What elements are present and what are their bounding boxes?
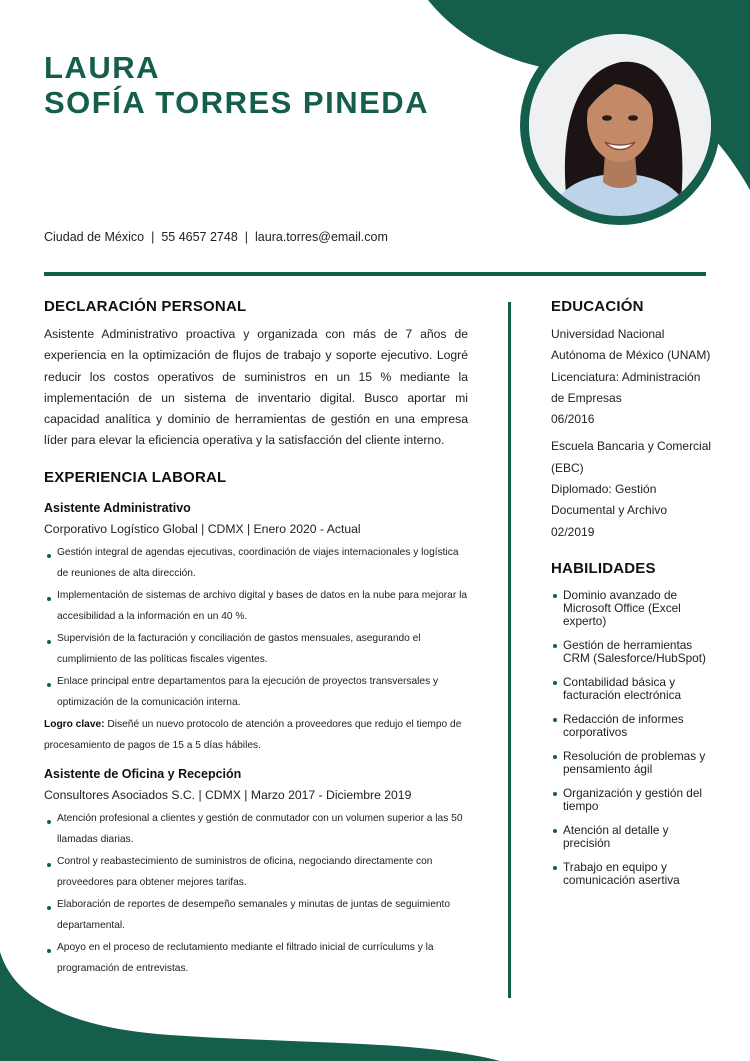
education-date: 06/2016 bbox=[551, 412, 595, 427]
skill-item: Redacción de informes corporativos bbox=[551, 713, 716, 739]
skill-item: Trabajo en equipo y comunicación asertiva bbox=[551, 861, 716, 887]
key-achievement bbox=[44, 714, 468, 757]
contact-email[interactable]: laura.torres@email.com bbox=[255, 230, 388, 244]
education-entry bbox=[551, 324, 716, 430]
education-entry bbox=[551, 436, 716, 542]
header-divider bbox=[44, 272, 706, 276]
education-degree: Diplomado: Gestión Documental y Archivo bbox=[551, 482, 668, 518]
skill-item: Gestión de herramientas CRM (Salesforce/HubSpot) bbox=[551, 639, 716, 665]
skill-item: Resolución de problemas y pensamiento ágil bbox=[551, 750, 716, 776]
summary-heading: DECLARACIÓN PERSONAL bbox=[44, 298, 247, 315]
skills-list bbox=[551, 589, 716, 887]
job-bullet: Atención profesional a clientes y gestión de conmutador con un volumen superior a las 50 llamadas diarias. bbox=[44, 808, 468, 851]
job-bullet: Apoyo en el proceso de reclutamiento mediante el filtrado inicial de currículums y la programación de entrevistas. bbox=[44, 937, 468, 980]
contact-separator: | bbox=[151, 230, 155, 244]
job-bullet: Control y reabastecimiento de suministros de oficina, negociando directamente con proveedores para obtener mejores tarifas. bbox=[44, 851, 468, 894]
contact-city: Ciudad de México bbox=[44, 230, 145, 244]
education-degree: Licenciatura: Administración de Empresas bbox=[551, 369, 701, 405]
skill-item: Dominio avanzado de Microsoft Office (Excel experto) bbox=[551, 589, 716, 628]
experience-heading: EXPERIENCIA LABORAL bbox=[44, 468, 227, 486]
profile-photo bbox=[520, 25, 720, 225]
skill-item: Atención al detalle y precisión bbox=[551, 824, 716, 850]
side-column bbox=[551, 298, 716, 898]
contact-separator: | bbox=[244, 230, 249, 244]
skills-heading: HABILIDADES bbox=[551, 559, 656, 577]
job-bullets bbox=[44, 542, 468, 714]
column-divider bbox=[508, 302, 511, 998]
achievement-text: Diseñé un nuevo protocolo de atención a proveedores que redujo el tiempo de procesamiento de pagos de 15 a 5 días hábiles. bbox=[44, 718, 462, 752]
job-entry bbox=[44, 766, 468, 980]
portrait-illustration bbox=[529, 34, 711, 216]
job-bullet: Elaboración de reportes de desempeño semanales y minutas de juntas de seguimiento departamental. bbox=[44, 894, 468, 937]
achievement-label: Logro clave: bbox=[44, 718, 105, 730]
job-bullet: Gestión integral de agendas ejecutivas, coordinación de viajes internacionales y logística de reuniones de alta dirección. bbox=[44, 542, 468, 585]
job-bullets bbox=[44, 808, 468, 980]
candidate-name bbox=[44, 50, 429, 120]
job-bullet: Enlace principal entre departamentos para la ejecución de proyectos transversales y optimización de la comunicación interna. bbox=[44, 671, 468, 714]
skill-item: Organización y gestión del tiempo bbox=[551, 787, 716, 813]
education-institution: Escuela Bancaria y Comercial (EBC) bbox=[551, 439, 712, 475]
education-institution: Universidad Nacional Autónoma de México (UNAM) bbox=[551, 327, 711, 363]
summary-text: Asistente Administrativo proactiva y organizada con más de 7 años de experiencia en la optimización de flujos de trabajo y soporte ejecutivo. Logré reducir los costos operativos de suministros en un 15 % mediante la implementación de un sistema de inventario digital. Busco aportar mi capacidad analítica y dominio de herramientas de gestión en una empresa líder para elevar la eficiencia operativa y la satisfacción del cliente interno. bbox=[44, 327, 468, 448]
contact-phone: 55 4657 2748 bbox=[161, 230, 238, 244]
job-title: Asistente Administrativo bbox=[44, 500, 191, 515]
job-meta: Corporativo Logístico Global | CDMX | Enero 2020 - Actual bbox=[44, 521, 361, 536]
last-name: SOFÍA TORRES PINEDA bbox=[44, 85, 430, 120]
education-date: 02/2019 bbox=[551, 524, 595, 539]
job-bullet: Supervisión de la facturación y conciliación de gastos mensuales, asegurando el cumplimiento de las políticas fiscales vigentes. bbox=[44, 628, 468, 671]
job-meta: Consultores Asociados S.C. | CDMX | Marzo 2017 - Diciembre 2019 bbox=[44, 787, 412, 802]
job-bullet: Implementación de sistemas de archivo digital y bases de datos en la nube para mejorar la accesibilidad a la información en un 40 %. bbox=[44, 585, 468, 628]
job-entry bbox=[44, 500, 468, 757]
first-name: LAURA bbox=[44, 50, 160, 85]
contact-info bbox=[44, 230, 388, 244]
education-heading: EDUCACIÓN bbox=[551, 298, 644, 315]
main-column bbox=[44, 298, 468, 980]
job-title: Asistente de Oficina y Recepción bbox=[44, 766, 242, 781]
skill-item: Contabilidad básica y facturación electrónica bbox=[551, 676, 716, 702]
